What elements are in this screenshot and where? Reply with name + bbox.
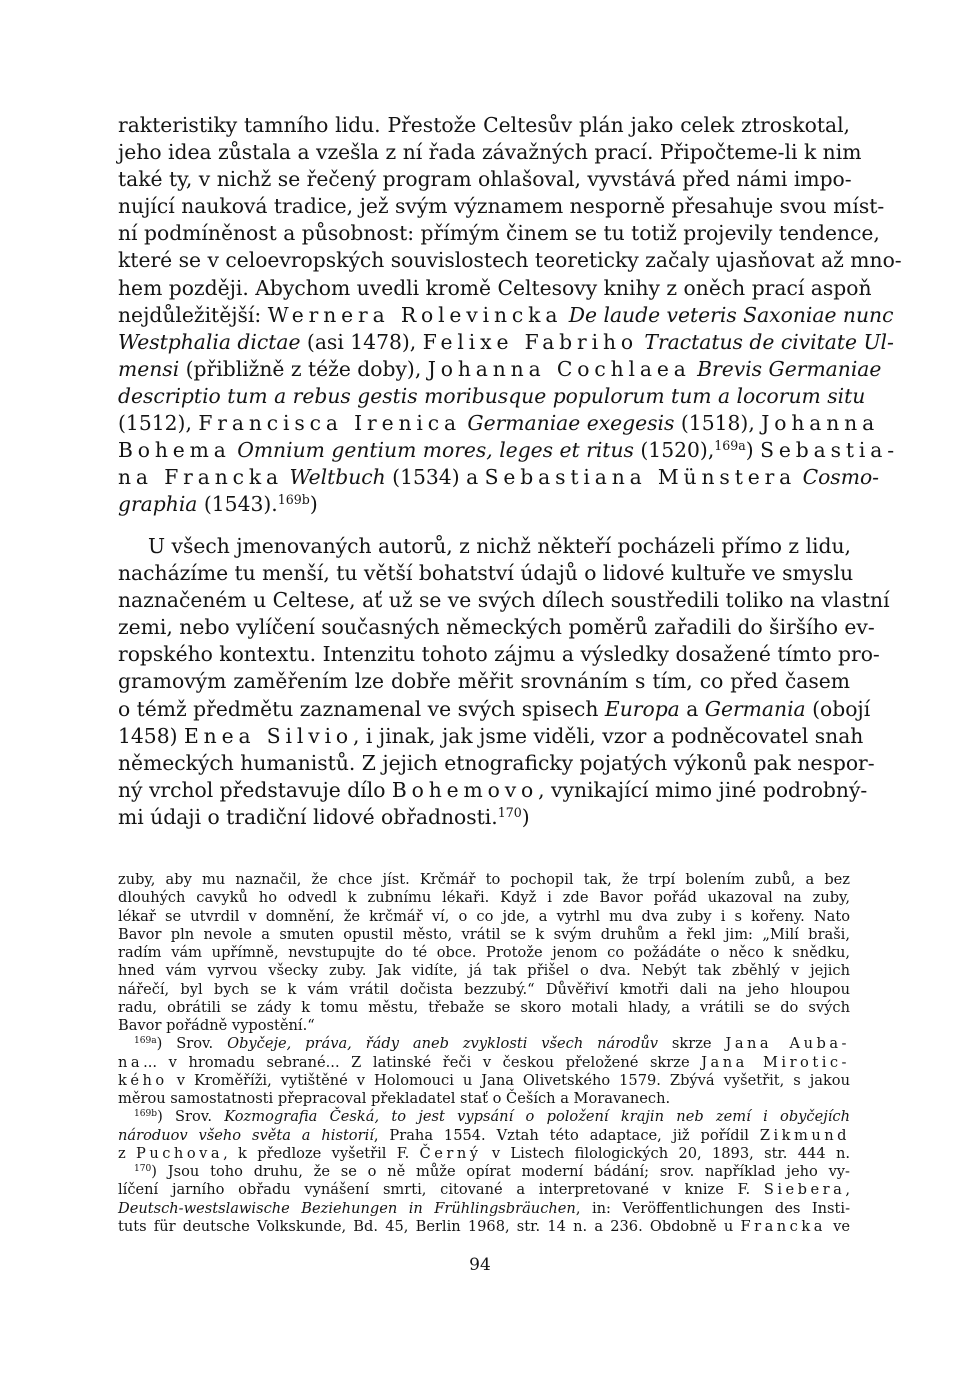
text-line xyxy=(118,804,850,831)
text-run: (1520), xyxy=(633,438,715,463)
footnote-line xyxy=(118,1145,850,1163)
text-run: a xyxy=(679,696,705,721)
book-title: Germania xyxy=(704,696,806,721)
footnote-line: hned vám vyrvou všecky zuby. Jak vidíte, já tak přišel o dva. Nebýt tak zběhlý v jejich xyxy=(118,962,850,980)
footnote-marker: 170 xyxy=(134,1164,152,1175)
author-name: Wernera Rolevincka xyxy=(267,302,563,327)
author-name: Siebera xyxy=(763,1181,846,1199)
text-run: (přibližně z téže doby), xyxy=(179,356,428,381)
book-title: Cosmo- xyxy=(802,465,880,490)
text-line: descriptio tum a rebus gestis moribusque populorum tum a locorum situ xyxy=(118,383,866,408)
text-run: ) Srov. xyxy=(157,1108,225,1126)
text-run: (1543). xyxy=(197,492,278,517)
text-run: (1512), xyxy=(118,411,199,436)
book-title: De laude veteris Saxoniae nunc xyxy=(568,302,894,327)
text-run: (asi 1478), xyxy=(300,329,423,354)
footnote-line xyxy=(118,1035,850,1053)
text-run: ) Jsou toho druhu, že se o ně může opírat moderní bádání; srov. například jeho vy- xyxy=(151,1163,850,1180)
paragraph-1 xyxy=(118,112,902,518)
text-line: rakteristiky tamního lidu. Přestože Celtesův plán jako celek ztroskotal, xyxy=(118,113,850,137)
footnote-ref[interactable]: 169a xyxy=(714,438,746,454)
text-line: německých humanistů. Z jejich etnograficky pojatých výkonů pak nespor- xyxy=(118,750,875,775)
text-run: , in: Veröffentlichungen des Insti- xyxy=(575,1199,850,1217)
author-name: Černý xyxy=(419,1144,482,1162)
text-line: které se v celoevropských souvislostech teoreticky začaly ujasňovat až mno- xyxy=(118,248,902,273)
footnote-line xyxy=(118,1108,850,1126)
book-title: Obyčeje, práva, řády aneb zvyklosti všech národův xyxy=(227,1035,658,1053)
author-name: na Francka xyxy=(118,465,283,490)
author-name: kého xyxy=(118,1071,168,1089)
footnote-line: Bavor pořádně vypostění.“ xyxy=(118,1017,315,1034)
footnote-line: lékař se utvrdil v domnění, že krčmář ví, o co jde, a vytrhl mu dva zuby i s kořeny. Nato xyxy=(118,907,850,925)
text-run: v Listech filologických 20, 1893, str. 444 n. xyxy=(481,1144,850,1162)
footnote-line: radu, obrátili se zády k tomu městu, třebaže se skoro motali hlady, a vrátili se do svých xyxy=(118,998,850,1016)
text-run: 1458) xyxy=(118,723,184,748)
footnote-line: nářečí, byl bych se k vám vrátil dočista bezzubý.“ Důvěřiví kmotři dali na jeho hloupou xyxy=(118,980,850,998)
author-name: Puchova xyxy=(136,1144,224,1162)
text-run: mi údaji o tradiční lidové obřadnosti. xyxy=(118,804,498,829)
author-name: Francka xyxy=(740,1217,826,1235)
author-name: Enea Silvio xyxy=(183,723,354,748)
text-run: nejdůležitější: xyxy=(118,302,268,327)
author-name: Sebastia- xyxy=(760,438,899,463)
text-run: (1534) a xyxy=(385,465,485,490)
text-run: ný vrchol představuje dílo xyxy=(118,777,392,802)
text-line: naznačeném u Celtese, ať už se ve svých dílech soustředili toliko na vlastní xyxy=(118,588,890,613)
text-line: gramovým zaměřením lze dobře měřit srovnáním s tím, co před časem xyxy=(118,669,850,694)
text-run: v Kroměříži, vytištěné v Holomouci u Jana Olivetského 1579. Zbývá vyšetřit, s jakou xyxy=(167,1071,850,1089)
footnote-marker: 169a xyxy=(134,1036,157,1047)
text-line xyxy=(118,464,880,491)
book-title: Brevis Germaniae xyxy=(697,356,882,381)
text-line xyxy=(118,696,871,723)
text-line: zemi, nebo vylíčení současných německých poměrů zařadili do širšího ev- xyxy=(118,615,875,640)
text-line: nacházíme tu menší, tu větší bohatství údajů o lidové kultuře ve smyslu xyxy=(118,561,854,586)
text-run: z xyxy=(118,1144,137,1162)
book-title: Westphalia dictae xyxy=(118,329,301,354)
footnote-line xyxy=(118,1218,850,1236)
author-name: na xyxy=(118,1053,144,1071)
text-run: , vynikající mimo jiné podrobný- xyxy=(538,777,868,802)
author-name: Sebastiana Münstera xyxy=(484,465,797,490)
author-name: Bohema xyxy=(118,438,231,463)
author-name: Jana Auba- xyxy=(725,1035,850,1053)
text-run: , Praha 1554. Vztah této adaptace, již pořídil xyxy=(373,1126,760,1144)
author-name: Francisca Irenica xyxy=(198,411,461,436)
text-line xyxy=(118,410,880,437)
page-number: 94 xyxy=(469,1255,491,1275)
footnote-line: dlouhých cavyků ho odvedl k zubnímu lékaři. Když i zde Bavor pořád ukazoval na zuby, xyxy=(118,889,850,907)
footnote-line xyxy=(118,1072,850,1090)
footnote-line xyxy=(118,1200,850,1218)
book-title: Germaniae exegesis xyxy=(467,411,675,436)
text-line xyxy=(118,356,882,383)
footnote-ref[interactable]: 169b xyxy=(277,492,310,508)
book-title: graphia xyxy=(118,492,198,517)
text-line: ní podmíněnost a působnost: přímým činem se tu totiž projevily tendence, xyxy=(118,221,880,246)
text-line: jeho idea zůstala a vzešla z ní řada závažných prací. Připočteme-li k nim xyxy=(118,140,862,165)
footnote-line xyxy=(118,1054,850,1072)
book-title: mensi xyxy=(118,356,180,381)
text-line: U všech jmenovaných autorů, z nichž někteří pocházeli přímo z lidu, xyxy=(148,534,852,558)
book-title: Kozmografia Česká, to jest vypsání o položení krajin neb zemí i obyčejích xyxy=(224,1108,850,1126)
text-run: ) xyxy=(521,804,530,829)
text-run: ) Srov. xyxy=(156,1035,228,1053)
footnote-line: radím vám upřímně, nevstupujte do té obce. Protože jenom co požádáte o něco k snědku, xyxy=(118,944,850,961)
book-title: Deutsch-westslawische Beziehungen in Frühlingsbräuchen xyxy=(118,1199,576,1217)
text-line xyxy=(118,723,864,750)
author-name: Felixe Fabriho xyxy=(422,329,638,354)
book-title: Omnium gentium mores, leges et ritus xyxy=(237,438,634,463)
author-name: Johanna Cochlaea xyxy=(427,356,691,381)
text-run: skrze xyxy=(658,1035,726,1053)
book-title: národuov všeho světa a historií xyxy=(118,1126,374,1144)
footnote-line xyxy=(118,1127,850,1145)
text-line xyxy=(118,302,894,329)
footnotes xyxy=(118,871,850,1236)
text-run: , k předloze vyšetřil F. xyxy=(223,1144,420,1162)
footnote-line xyxy=(118,1163,850,1181)
book-title: Tractatus de civitate Ul- xyxy=(644,329,894,354)
footnote-line xyxy=(118,1181,850,1199)
text-run: tuts für deutsche Volkskunde, Bd. 45, Berlin 1968, str. 14 n. a 236. Obdobně u xyxy=(118,1217,741,1235)
author-name: Jana Mirotic- xyxy=(701,1053,850,1071)
book-title: Europa xyxy=(604,696,680,721)
text-line xyxy=(118,329,894,356)
text-line xyxy=(118,777,868,804)
text-run: (obojí xyxy=(805,696,871,721)
text-run: ... v hromadu sebrané... Z latinské řeči v českou přeložené skrze xyxy=(143,1053,702,1071)
footnote-ref[interactable]: 170 xyxy=(497,805,522,821)
text-run: o témž předmětu zaznamenal ve svých spisech xyxy=(118,696,605,721)
author-name: Johanna xyxy=(761,411,880,436)
text-line: ropského kontextu. Intenzitu tohoto zájmu a výsledky dosažené tímto pro- xyxy=(118,642,880,667)
footnote-marker: 169b xyxy=(134,1109,158,1120)
text-line xyxy=(118,437,899,464)
text-run: , i jinak, jak jsme viděli, vzor a podněcovatel snah xyxy=(353,723,864,748)
book-title: Weltbuch xyxy=(289,465,386,490)
text-line: také ty, v nichž se řečený program ohlašoval, vyvstává před námi impo- xyxy=(118,167,852,192)
text-run: , xyxy=(845,1181,850,1199)
footnote-line: Bavor pln nevole a smuten opustil město, vrátil se k svým druhům a řekl jim: „Milí braši, xyxy=(118,925,850,943)
text-run: líčení jarního obřadu vynášení smrti, citované a interpretované v knize F. xyxy=(118,1181,764,1199)
footnote-line: měrou samostatnosti přepracoval překladatel stať o Češích a Moravanech. xyxy=(118,1090,671,1107)
text-run: (1518), xyxy=(674,411,762,436)
text-line: nující nauková tradice, jež svým významem nesporně přesahuje svou míst- xyxy=(118,194,885,219)
text-line: hem později. Abychom uvedli kromě Celtesovy knihy z oněch prací aspoň xyxy=(118,275,872,300)
text-run: ve xyxy=(825,1217,850,1235)
author-name: Zikmund xyxy=(759,1126,850,1144)
footnote-line: zuby, aby mu naznačil, že chce jíst. Krčmář to pochopil tak, že trpí bolením zubů, a bez xyxy=(118,871,850,888)
text-line xyxy=(118,491,850,518)
paragraph-2 xyxy=(118,533,890,831)
text-run: ) xyxy=(745,438,761,463)
text-run: ) xyxy=(309,492,318,517)
author-name: Bohemovo xyxy=(391,777,539,802)
